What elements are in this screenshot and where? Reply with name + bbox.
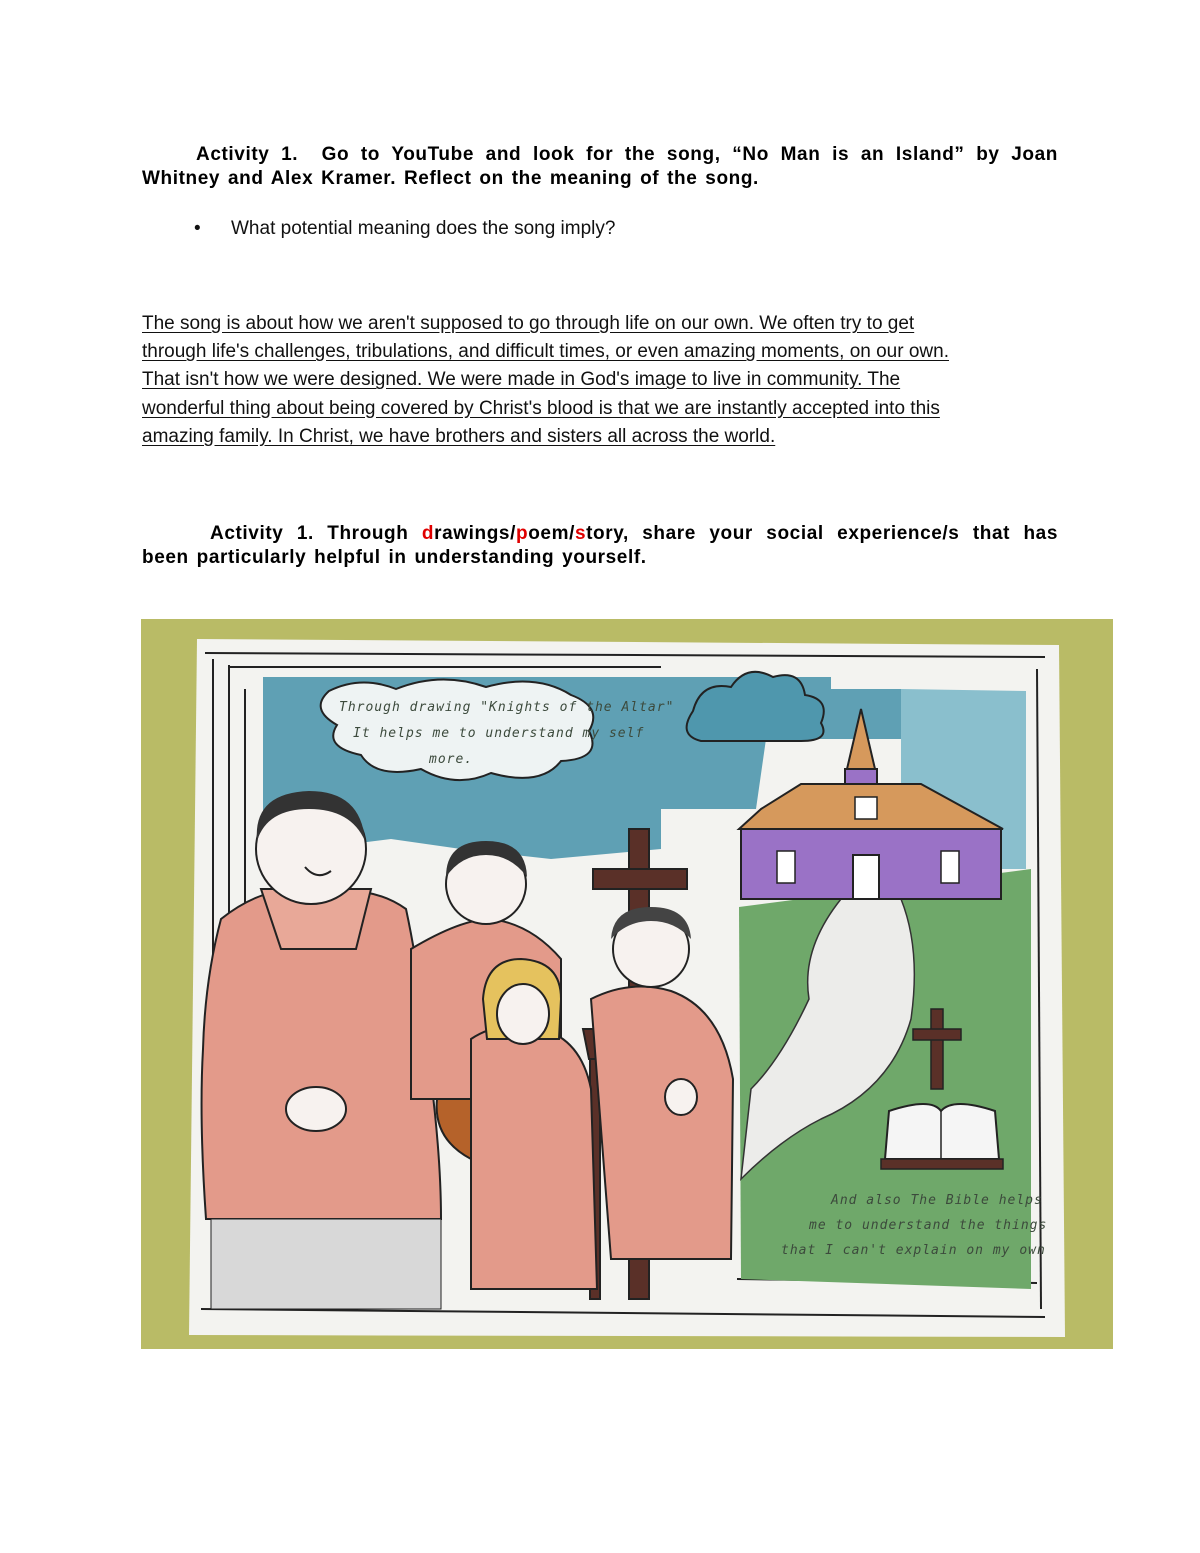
answer-line: amazing family. In Christ, we have brothers and sisters all across the world. [142,425,776,447]
letter-d: d [421,523,435,544]
answer-line: The song is about how we aren't supposed to go through life on our own. We often try to get [142,313,915,334]
cloud-text-line: more. [429,752,474,767]
bible-book [881,1104,1003,1169]
answer-line: That isn't how we were designed. We were made in God's image to live in community. The [142,369,901,391]
letter-s: s [574,523,587,544]
letter-p: p [515,523,529,544]
activity-1-heading [142,143,1058,191]
drawing-photo [141,619,1113,1349]
question-text: What potential meaning does the song imply? [231,218,616,239]
word-oem: oem/ [528,523,575,544]
bible-text-line: And also The Bible helps [831,1193,1043,1208]
activity-2-rest: tory, share your social experience/s that has been particularly helpful in understanding yourself. [142,523,1059,568]
cloud-text-line: Through drawing "Knights of the Altar" [339,700,675,715]
bullet-icon: • [194,218,201,239]
bible-text-line: me to understand the things [809,1218,1048,1233]
activity-2-heading [142,522,1058,570]
answer-line: wonderful thing about being covered by Christ's blood is that we are instantly accepted into this [142,397,940,419]
question-bullet [194,217,615,241]
hatched-ground [211,1219,441,1309]
answer-line: through life's challenges, tribulations, and difficult times, or even amazing moments, on our own. [142,341,949,363]
activity-1-label: Activity 1. [196,144,299,165]
answer-paragraph [142,310,1072,451]
word-rawings: rawings/ [434,523,516,544]
activity-2-label: Activity 1. Through [210,523,409,544]
bible-text-line: that I can't explain on my own [781,1243,1046,1258]
cloud-text-line: It helps me to understand my self [353,726,645,741]
activity-1-instruction: Go to YouTube and look for the song, “No Man is an Island” by Joan Whitney and Alex Kramer. Reflect on the meaning of the song. [142,144,1059,189]
